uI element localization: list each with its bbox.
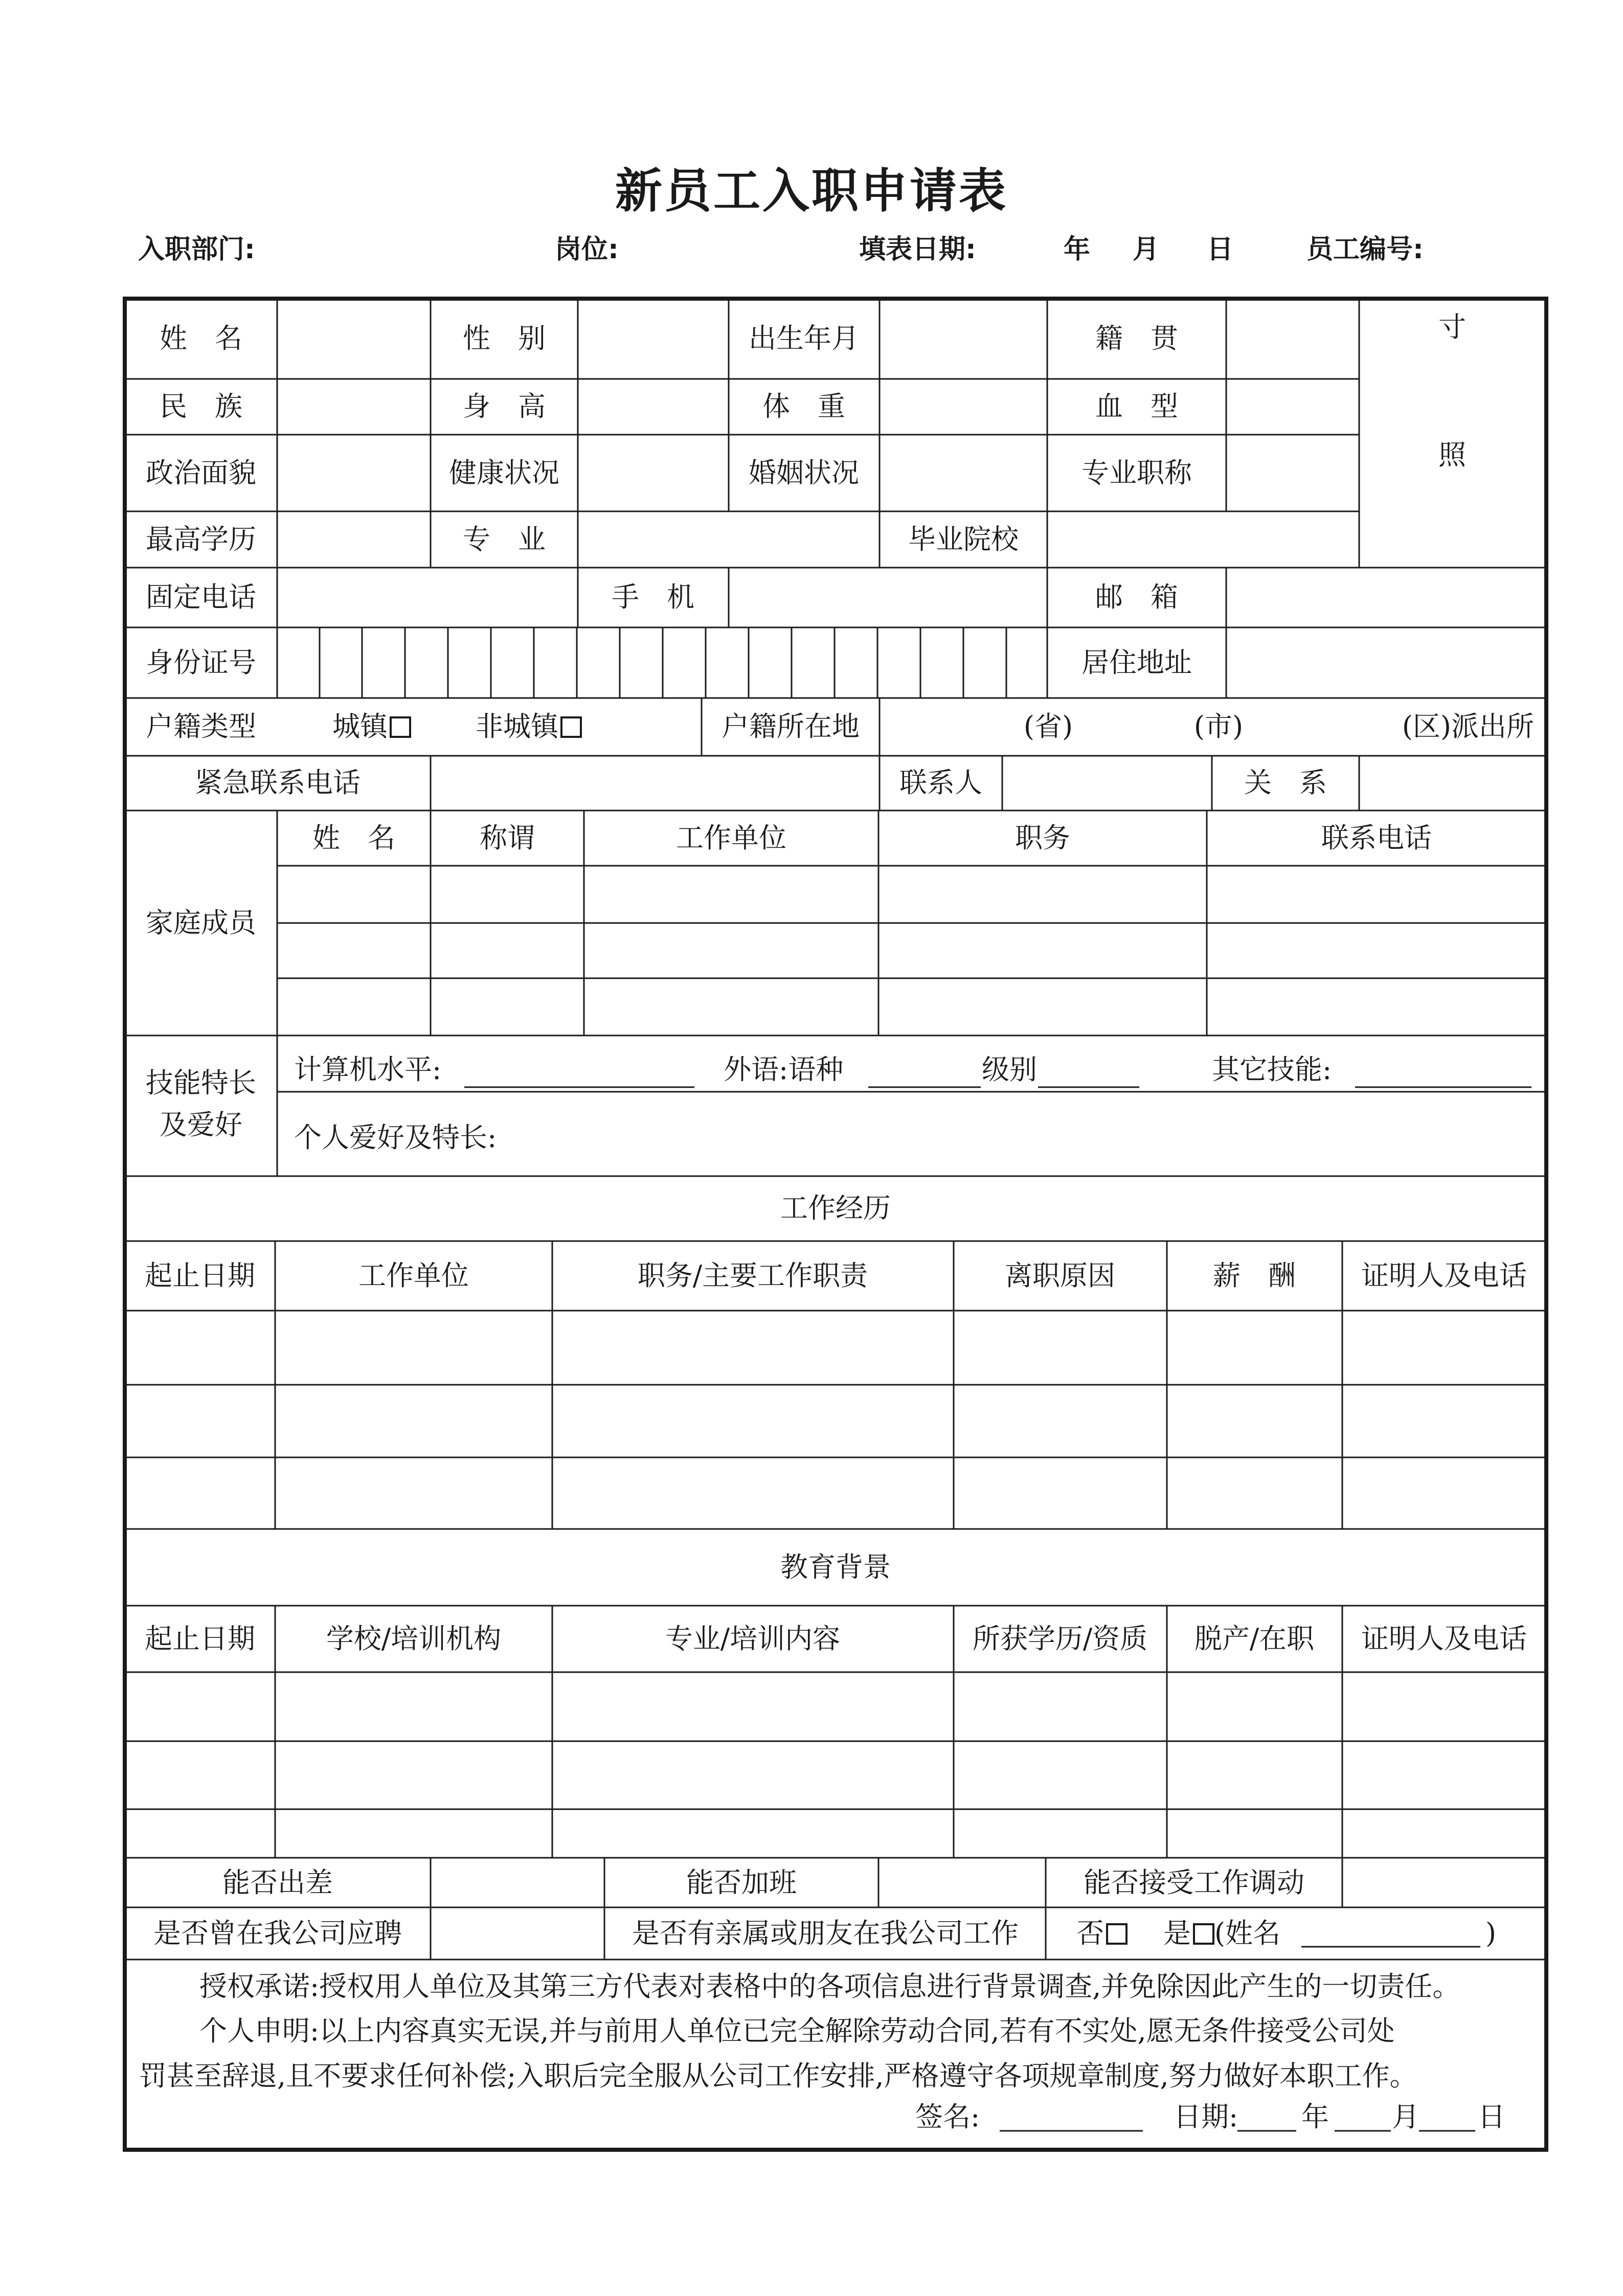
employee-no-label: 员工编号:: [1306, 234, 1424, 265]
applied-before-label: 是否曾在我公司应聘: [153, 1917, 402, 1949]
family-members-label: 家庭成员: [146, 907, 256, 939]
foreign-language-label: 外语:语种: [724, 1053, 844, 1086]
work-col-salary: 薪 酬: [1213, 1259, 1296, 1292]
contact-person-label: 联系人: [899, 767, 982, 799]
personal-statement-line1: 个人申明:以上内容真实无误,并与前用人单位已完全解除劳动合同,若有不实处,愿无条件接受公司处: [199, 2015, 1395, 2047]
education-label: 最高学历: [146, 523, 256, 555]
work-col-employer: 工作单位: [358, 1259, 469, 1292]
city-label: (市): [1193, 710, 1244, 742]
overtime-label: 能否加班: [686, 1866, 797, 1899]
major-label: 专 业: [463, 523, 546, 555]
professional-title-label: 专业职称: [1081, 457, 1192, 489]
sign-date-year: 年: [1301, 2101, 1329, 2133]
height-label: 身 高: [463, 390, 546, 422]
family-col-phone: 联系电话: [1321, 822, 1432, 854]
fill-date-label: 填表日期:: [859, 234, 976, 265]
work-col-reference: 证明人及电话: [1361, 1259, 1527, 1292]
sign-date-label: 日期:: [1174, 2101, 1238, 2133]
rural-checkbox[interactable]: [560, 716, 582, 738]
rural-option[interactable]: 非城镇: [476, 713, 582, 740]
photo-label-bottom: 照: [1438, 439, 1466, 471]
edu-col-dates: 起止日期: [145, 1623, 255, 1655]
edu-col-major: 专业/培训内容: [665, 1623, 841, 1655]
fill-date-month: 月: [1133, 234, 1160, 265]
id-number-label: 身份证号: [146, 646, 256, 679]
urban-checkbox[interactable]: [390, 716, 411, 738]
language-level-label: 级别: [982, 1053, 1037, 1086]
work-col-leave-reason: 离职原因: [1005, 1259, 1115, 1292]
signature-label: 签名:: [915, 2101, 980, 2133]
address-label: 居住地址: [1081, 646, 1192, 679]
family-col-employer: 工作单位: [676, 822, 786, 854]
mobile-label: 手 机: [612, 581, 694, 613]
relatives-no-checkbox[interactable]: [1106, 1923, 1128, 1945]
native-place-label: 籍 贯: [1095, 322, 1178, 354]
sign-date-month: 月: [1392, 2101, 1419, 2133]
personal-statement-line2: 罚甚至辞退,且不要求任何补偿;入职后完全服从公司工作安排,严格遵守各项规章制度,努力做好本职工作。: [139, 2060, 1417, 2092]
name-label: 姓 名: [160, 322, 242, 354]
relatives-yes-option[interactable]: 是 (姓名: [1163, 1917, 1281, 1949]
weight-label: 体 重: [762, 390, 845, 422]
business-travel-label: 能否出差: [222, 1866, 333, 1899]
health-status-label: 健康状况: [449, 457, 559, 489]
family-col-position: 职务: [1015, 822, 1070, 854]
skills-label-line2: 及爱好: [160, 1109, 242, 1141]
province-label: (省): [1023, 710, 1073, 742]
edu-col-degree: 所获学历/资质: [972, 1623, 1148, 1655]
work-col-duties: 职务/主要工作职责: [637, 1259, 868, 1292]
fill-date-day: 日: [1207, 234, 1234, 265]
computer-level-label: 计算机水平:: [294, 1053, 442, 1086]
hukou-type-label: 户籍类型: [146, 710, 256, 742]
relatives-yes-checkbox[interactable]: [1193, 1923, 1214, 1945]
gender-label: 性 别: [463, 322, 546, 354]
fill-date-year: 年: [1064, 234, 1091, 265]
photo-label-top: 寸: [1438, 311, 1466, 343]
edu-col-mode: 脱产/在职: [1194, 1623, 1315, 1655]
family-col-name: 姓 名: [312, 822, 395, 854]
edu-col-school: 学校/培训机构: [326, 1623, 502, 1655]
urban-option[interactable]: 城镇: [332, 713, 411, 740]
work-col-dates: 起止日期: [145, 1259, 255, 1292]
hukou-location-label: 户籍所在地: [722, 710, 860, 742]
education-heading: 教育背景: [780, 1551, 891, 1583]
form-title: 新员工入职申请表: [615, 164, 1008, 218]
marital-status-label: 婚姻状况: [749, 457, 859, 489]
district-label: (区)派出所: [1402, 710, 1534, 742]
landline-label: 固定电话: [146, 581, 256, 613]
relation-label: 关 系: [1244, 767, 1327, 799]
dept-label: 入职部门:: [138, 234, 255, 265]
relatives-name-close: ): [1485, 1917, 1497, 1949]
blood-type-label: 血 型: [1095, 390, 1178, 422]
ethnicity-label: 民 族: [160, 390, 242, 422]
political-status-label: 政治面貌: [146, 457, 256, 489]
school-label: 毕业院校: [908, 523, 1019, 555]
family-col-relation: 称谓: [480, 822, 535, 854]
transfer-label: 能否接受工作调动: [1084, 1866, 1304, 1899]
birth-label: 出生年月: [749, 322, 859, 354]
position-label: 岗位:: [555, 234, 619, 265]
relatives-label: 是否有亲属或朋友在我公司工作: [632, 1917, 1019, 1949]
other-skills-label: 其它技能:: [1212, 1053, 1332, 1086]
email-label: 邮 箱: [1095, 581, 1178, 613]
edu-col-reference: 证明人及电话: [1361, 1623, 1527, 1655]
authorization-text: 授权承诺:授权用人单位及其第三方代表对表格中的各项信息进行背景调查,并免除因此产生的一切责任。: [199, 1970, 1460, 2002]
emergency-phone-label: 紧急联系电话: [195, 767, 360, 799]
relatives-no-option[interactable]: 否: [1076, 1920, 1128, 1947]
skills-label-line1: 技能特长: [146, 1067, 256, 1099]
work-experience-heading: 工作经历: [780, 1192, 891, 1224]
hobbies-label: 个人爱好及特长:: [294, 1121, 497, 1154]
sign-date-day: 日: [1478, 2101, 1505, 2133]
